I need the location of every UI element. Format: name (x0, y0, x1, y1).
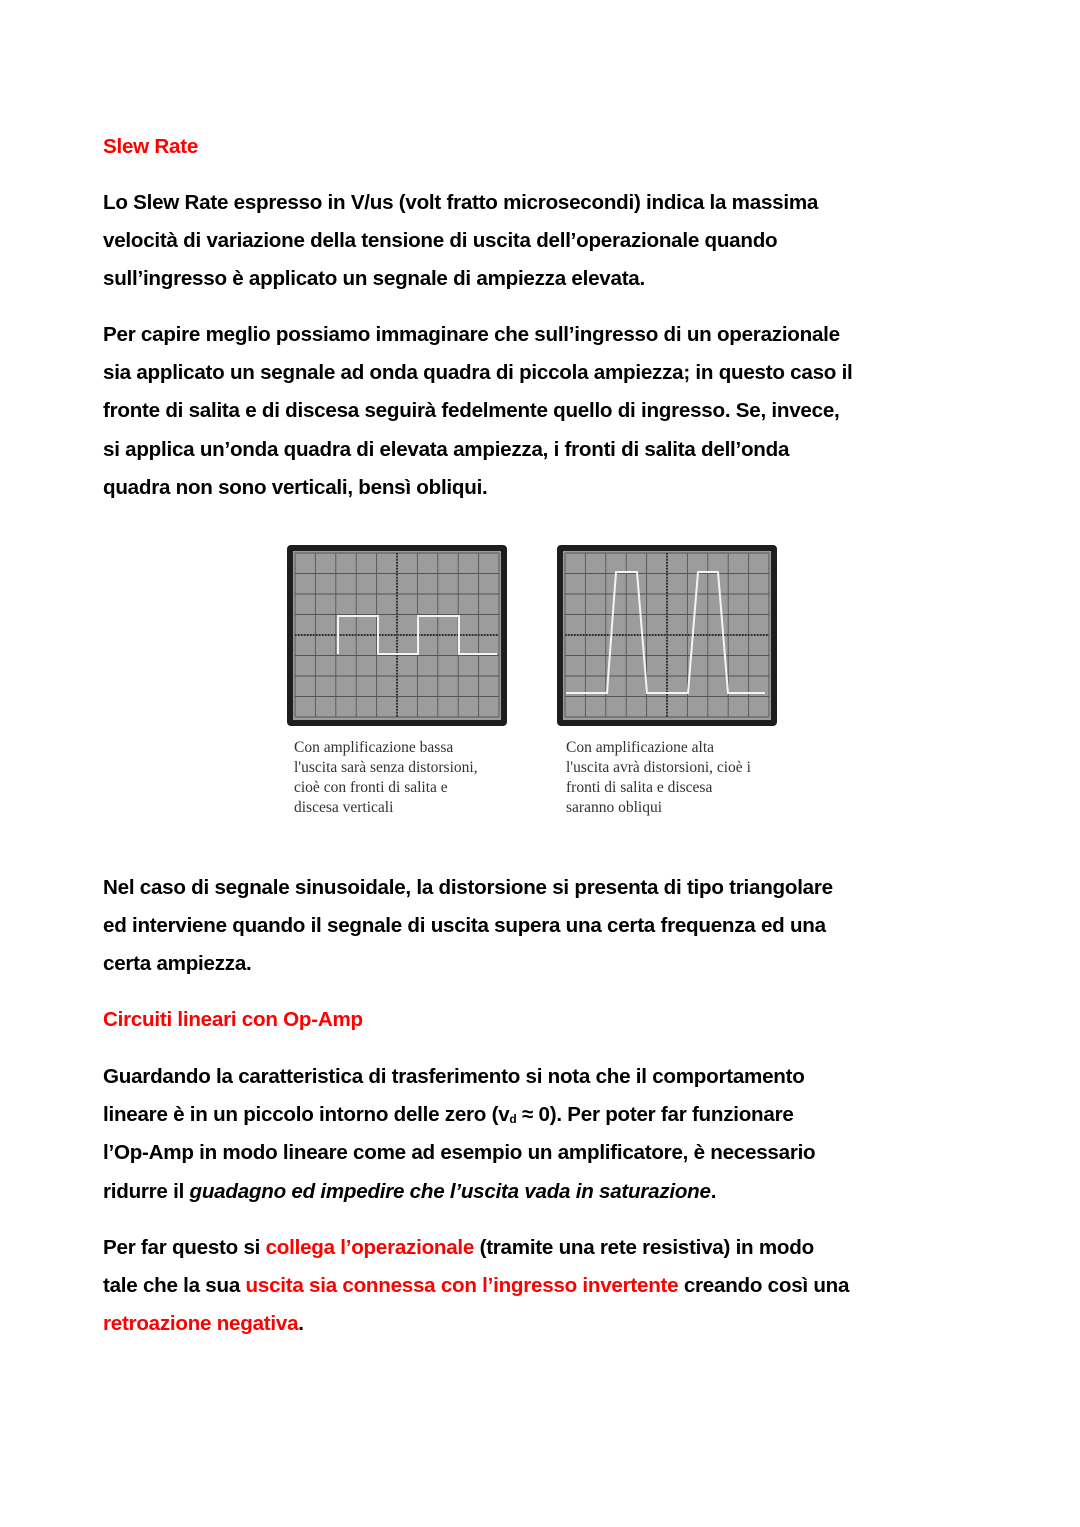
text-line (103, 354, 853, 392)
oscilloscope-high-gain (557, 545, 777, 726)
text-line (103, 1229, 849, 1267)
text-segment: ridurre il (103, 1179, 190, 1203)
emphasized-text: guadagno ed impedire che l’uscita vada in saturazione (189, 1179, 711, 1203)
section-heading (103, 1001, 363, 1039)
text-line (103, 128, 198, 166)
text-segment: velocità di variazione della tensione di uscita dell’operazionale quando (103, 229, 778, 253)
text-line (103, 469, 853, 507)
caption-line: fronti di salita e discesa (566, 779, 713, 796)
text-segment: quadra non sono verticali, bensì obliqui. (103, 475, 488, 499)
highlighted-text: collega l’operazionale (265, 1236, 475, 1259)
text-line (103, 907, 833, 945)
text-line (103, 1305, 849, 1343)
highlighted-text: retroazione negativa (103, 1312, 299, 1336)
caption-line: l'uscita avrà distorsioni, cioè i (566, 759, 751, 776)
paragraph (103, 184, 818, 299)
text-segment: Per far questo si (103, 1236, 266, 1259)
caption-low-gain (294, 738, 478, 818)
paragraph (103, 869, 833, 984)
text-line (103, 1058, 815, 1096)
text-segment: d (509, 1112, 517, 1127)
text-segment: l’Op-Amp in modo lineare come ad esempio un amplificatore, è necessario (103, 1141, 816, 1165)
caption-line: saranno obliqui (566, 799, 662, 816)
text-segment: Circuiti lineari con Op-Amp (103, 1008, 363, 1031)
text-line (103, 431, 853, 469)
text-line (103, 1267, 849, 1305)
text-segment: Nel caso di segnale sinusoidale, la distorsione si presenta di tipo triangolare (103, 876, 833, 899)
text-segment: si applica un’onda quadra di elevata ampiezza, i fronti di salita dell’onda (103, 437, 790, 461)
text-segment: . (710, 1179, 717, 1203)
text-segment: Per capire meglio possiamo immaginare che sull’ingresso di un operazionale (103, 323, 840, 346)
caption-line: cioè con fronti di salita e (294, 779, 448, 796)
text-line (103, 392, 853, 430)
text-line (103, 869, 833, 907)
paragraph (103, 316, 853, 507)
text-segment: tale che la sua (103, 1274, 246, 1298)
text-line (103, 184, 818, 222)
text-line (103, 1096, 815, 1134)
caption-line: Con amplificazione alta (566, 739, 715, 756)
text-line (103, 1134, 815, 1172)
text-segment: certa ampiezza. (103, 952, 252, 976)
oscilloscope-low-gain (287, 545, 507, 726)
text-segment: . (298, 1312, 304, 1336)
text-segment: sull’ingresso è applicato un segnale di ampiezza elevata. (103, 267, 645, 291)
caption-line: Con amplificazione bassa (294, 739, 454, 756)
paragraph (103, 1058, 815, 1211)
text-line (103, 945, 833, 983)
section-heading (103, 128, 198, 166)
text-segment: lineare è in un piccolo intorno delle zero (v (103, 1103, 510, 1127)
text-segment: creando così una (678, 1274, 850, 1298)
text-line (103, 316, 853, 354)
text-line (103, 1173, 815, 1211)
text-segment: (tramite una rete resistiva) in modo (474, 1236, 814, 1259)
text-segment: sia applicato un segnale ad onda quadra di piccola ampiezza; in questo caso il (103, 361, 853, 385)
text-segment: fronte di salita e di discesa seguirà fedelmente quello di ingresso. Se, invece, (103, 399, 840, 423)
caption-high-gain (566, 738, 751, 818)
paragraph (103, 1229, 849, 1344)
highlighted-text: uscita sia connessa con l’ingresso invertente (245, 1274, 679, 1298)
text-line (103, 1001, 363, 1039)
square-wave-undistorted-image (287, 545, 507, 726)
text-segment: Slew Rate (103, 135, 199, 158)
text-segment: Lo Slew Rate espresso in V/us (volt fratto microsecondi) indica la massima (103, 191, 819, 214)
text-segment: ed interviene quando il segnale di uscita supera una certa frequenza ed una (103, 914, 826, 938)
caption-line: l'uscita sarà senza distorsioni, (294, 759, 478, 776)
text-line (103, 260, 818, 298)
text-segment: ≈ 0). Per poter far funzionare (516, 1103, 794, 1127)
text-segment: Guardando la caratteristica di trasferimento si nota che il comportamento (103, 1065, 805, 1088)
caption-line: discesa verticali (294, 799, 394, 816)
trapezoid-wave-distorted-image (557, 545, 777, 726)
text-line (103, 222, 818, 260)
